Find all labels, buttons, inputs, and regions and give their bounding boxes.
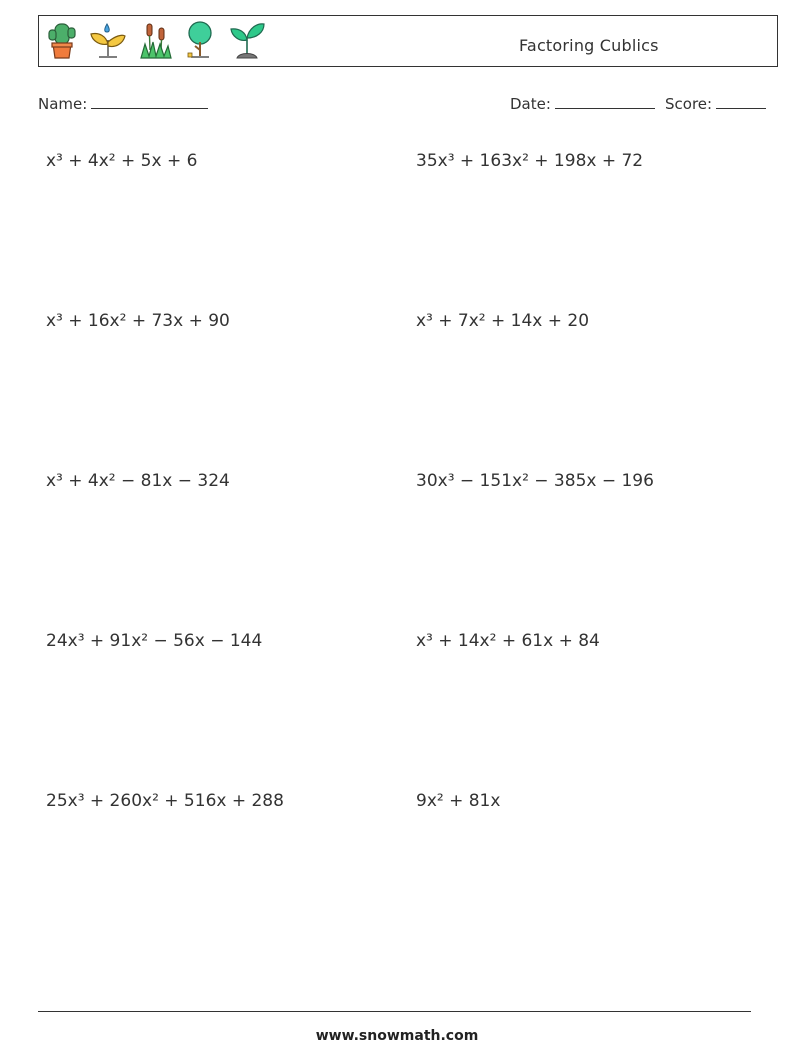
name-blank[interactable] (91, 94, 208, 109)
footer-divider (38, 1011, 751, 1012)
date-label: Date: (510, 95, 551, 113)
problem-7: 24x³ + 91x² − 56x − 144 (46, 631, 263, 651)
date-blank[interactable] (555, 94, 655, 109)
worksheet-title: Factoring Cublics (519, 36, 659, 55)
problem-3: x³ + 16x² + 73x + 90 (46, 311, 230, 331)
problem-9: 25x³ + 260x² + 516x + 288 (46, 791, 284, 811)
problem-8: x³ + 14x² + 61x + 84 (416, 631, 600, 651)
problem-1: x³ + 4x² + 5x + 6 (46, 151, 198, 171)
seedling-icon (227, 20, 267, 60)
tree-icon (185, 20, 215, 60)
date-field (510, 94, 655, 113)
score-field (665, 94, 766, 113)
score-blank[interactable] (716, 94, 766, 109)
problem-4: x³ + 7x² + 14x + 20 (416, 311, 590, 331)
problem-6: 30x³ − 151x² − 385x − 196 (416, 471, 654, 491)
footer-website[interactable]: www.snowmath.com (315, 1028, 479, 1044)
problem-10: 9x² + 81x (416, 791, 501, 811)
worksheet-header (38, 15, 778, 67)
cattail-icon (139, 20, 173, 60)
name-field (38, 94, 208, 113)
cactus-icon (47, 20, 77, 60)
score-label: Score: (665, 95, 713, 113)
name-label: Name: (38, 95, 88, 113)
watered-sprout-icon (89, 20, 127, 60)
problem-5: x³ + 4x² − 81x − 324 (46, 471, 230, 491)
problem-2: 35x³ + 163x² + 198x + 72 (416, 151, 644, 171)
decorative-icons (47, 20, 267, 60)
